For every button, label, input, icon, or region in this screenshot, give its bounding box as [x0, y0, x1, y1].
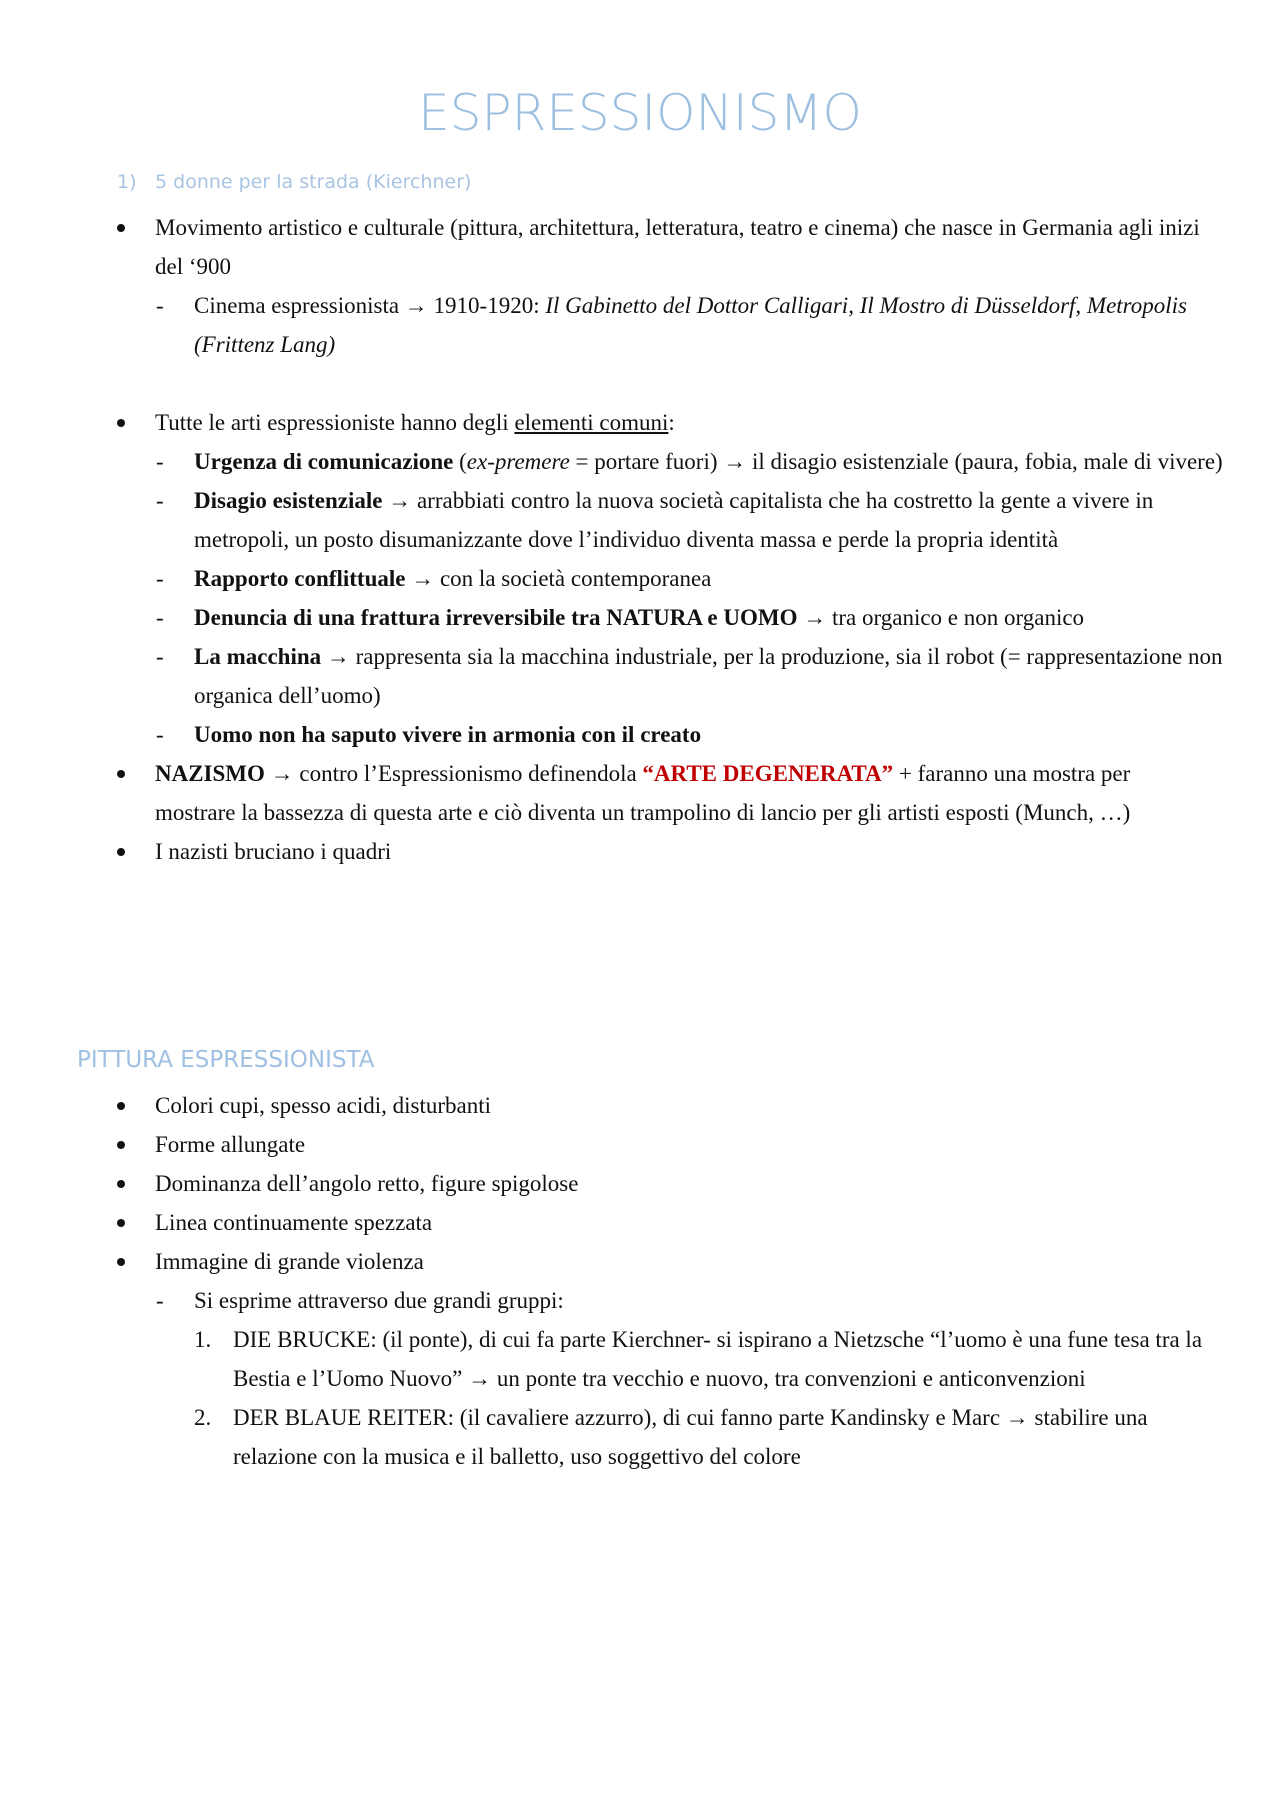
bullet-icon	[117, 208, 137, 247]
sub-item: - La macchina → rappresenta sia la macchina industriale, per la produzione, sia il robot (= rappresentazione non organica dell’uomo)	[0, 637, 1280, 715]
list-item: Colori cupi, spesso acidi, disturbanti	[0, 1086, 1280, 1125]
bullet-icon	[117, 1125, 137, 1164]
dash-icon: -	[156, 449, 164, 474]
highlight-red: “ARTE DEGENERATA”	[642, 761, 894, 786]
dash-icon: -	[156, 722, 164, 747]
sub-item-text: Cinema espressionista → 1910-1920: Il Gabinetto del Dottor Calligari, Il Mostro di Düsseldorf, Metropolis (Frittenz Lang)	[194, 293, 1188, 357]
list-item-text: Tutte le arti espressioniste hanno degli elementi comuni:	[155, 410, 675, 435]
list-item: I nazisti bruciano i quadri	[0, 832, 1280, 871]
dash-icon: -	[156, 1288, 164, 1313]
dash-icon: -	[156, 644, 164, 669]
list-item: Immagine di grande violenza	[0, 1242, 1280, 1281]
bullet-icon	[117, 1086, 137, 1125]
bullet-icon	[117, 403, 137, 442]
dash-icon: -	[156, 605, 164, 630]
bullet-icon	[117, 1164, 137, 1203]
list-item	[0, 403, 1280, 442]
bullet-icon	[117, 832, 137, 871]
group-item: 1. DIE BRUCKE: (il ponte), di cui fa parte Kierchner- si ispirano a Nietzsche “l’uomo è una fune tesa tra la Bestia e l’Uomo Nuovo” → un ponte tra vecchio e nuovo, tra convenzioni e anticonvenzioni	[194, 1327, 1203, 1391]
list-item	[0, 208, 1280, 286]
list-item-text: Movimento artistico e culturale (pittura, architettura, letteratura, teatro e cinema) che nasce in Germania agli inizi del ‘900	[155, 215, 1200, 279]
sub-item: - Disagio esistenziale → arrabbiati contro la nuova società capitalista che ha costretto la gente a vivere in metropoli, un posto disumanizzante dove l’individuo diventa massa e perde la propria identità	[0, 481, 1280, 559]
bullet-icon	[117, 1203, 137, 1242]
numbered-heading	[117, 167, 471, 197]
list-item: Linea continuamente spezzata	[0, 1203, 1280, 1242]
bullet-icon	[117, 754, 137, 793]
heading-text: 5 donne per la strada (Kierchner)	[155, 171, 472, 193]
sub-item: - Uomo non ha saputo vivere in armonia con il creato	[0, 715, 1280, 754]
sub-item: - Denuncia di una frattura irreversibile tra NATURA e UOMO → tra organico e non organico	[0, 598, 1280, 637]
dash-icon: -	[156, 566, 164, 591]
group-item: 2. DER BLAUE REITER: (il cavaliere azzurro), di cui fanno parte Kandinsky e Marc → stabilire una relazione con la musica e il balletto, uso soggettivo del colore	[194, 1405, 1148, 1469]
list-item: Forme allungate	[0, 1125, 1280, 1164]
sub-item: - Si esprime attraverso due grandi gruppi:	[0, 1281, 1280, 1320]
heading-number: 1)	[117, 171, 137, 193]
list-item: Dominanza dell’angolo retto, figure spigolose	[0, 1164, 1280, 1203]
sub-item: - Rapporto conflittuale → con la società contemporanea	[0, 559, 1280, 598]
sub-item-cinema	[0, 286, 1280, 364]
list-item-nazismo: NAZISMO → contro l’Espressionismo definendola “ARTE DEGENERATA” + faranno una mostra per mostrare la bassezza di questa arte e ciò diventa un trampolino di lancio per gli artisti esposti (Munch, …)	[0, 754, 1280, 832]
dash-icon: -	[156, 488, 164, 513]
intro-section	[0, 208, 1280, 871]
sub-item: - Urgenza di comunicazione (ex-premere = portare fuori) → il disagio esistenziale (paura, fobia, male di vivere)	[0, 442, 1280, 481]
page-title: ESPRESSIONISMO	[418, 84, 862, 142]
dash-icon: -	[156, 293, 164, 318]
pittura-section	[0, 1086, 1280, 1476]
bullet-icon	[117, 1242, 137, 1281]
section-heading: PITTURA ESPRESSIONISTA	[77, 1047, 375, 1073]
